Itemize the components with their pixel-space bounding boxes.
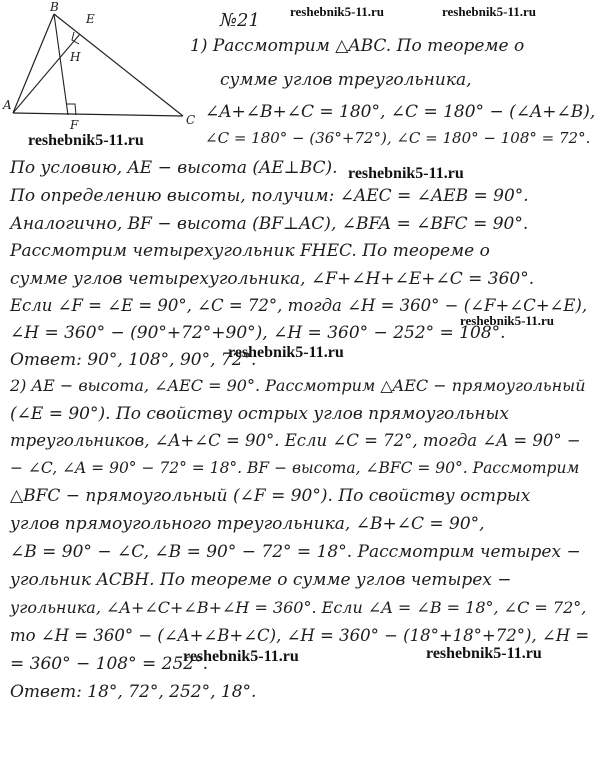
text-line: По условию, AE − высота (AE⊥BC). — [10, 158, 338, 178]
text-line: треугольников, ∠A+∠C = 90°. Если ∠C = 72°, тогда ∠A = 90° − — [10, 431, 581, 450]
right-angle-mark-f — [67, 104, 76, 115]
answer-1: Ответ: 90°, 108°, 90°, 72°. — [10, 350, 257, 370]
side-ac — [13, 113, 183, 116]
watermark: reshebnik5-11.ru — [426, 645, 542, 662]
watermark: reshebnik5-11.ru — [442, 4, 537, 19]
watermark: reshebnik5-11.ru — [183, 648, 299, 665]
text-line: угольник ACBH. По теореме о сумме углов четырех − — [10, 570, 512, 590]
text-line: ∠C = 180° − (36°+72°), ∠C = 180° − 108° = 72°. — [205, 129, 591, 147]
label-e: E — [86, 12, 95, 26]
label-f: F — [70, 118, 79, 132]
text-line: углов прямоугольного треугольника, ∠B+∠C = 90°, — [10, 514, 485, 534]
watermark: reshebnik5-11.ru — [460, 313, 555, 328]
watermark: reshebnik5-11.ru — [28, 132, 144, 149]
watermark: reshebnik5-11.ru — [348, 165, 464, 182]
text-line: 1) Рассмотрим △ABC. По теореме о — [190, 36, 525, 56]
text-line: ∠H = 360° − (90°+72°+90°), ∠H = 360° − 252° = 108°. — [10, 323, 506, 343]
text-line: то ∠H = 360° − (∠A+∠B+∠C), ∠H = 360° − (18°+18°+72°), ∠H = — [10, 626, 590, 645]
label-b: B — [50, 0, 59, 14]
text-line: угольника, ∠A+∠C+∠B+∠H = 360°. Если ∠A = ∠B = 18°, ∠C = 72°, — [10, 598, 587, 617]
triangle-figure — [0, 0, 200, 135]
watermark: reshebnik5-11.ru — [228, 344, 344, 361]
problem-number: №21 — [220, 10, 260, 31]
label-a: A — [3, 98, 12, 112]
label-h: H — [70, 50, 81, 64]
side-ab — [13, 14, 54, 113]
text-line: По определению высоты, получим: ∠AEC = ∠AEB = 90°. — [10, 186, 529, 206]
text-line: Аналогично, BF − высота (BF⊥AC), ∠BFA = ∠BFC = 90°. — [10, 214, 529, 234]
text-line: Рассмотрим четырехугольник FHEC. По теореме о — [10, 241, 490, 261]
text-line: сумме углов треугольника, — [220, 70, 472, 90]
text-line: (∠E = 90°). По свойству острых углов прямоугольных — [10, 404, 509, 424]
text-line: сумме углов четырехугольника, ∠F+∠H+∠E+∠C = 360°. — [10, 269, 535, 289]
altitude-bf — [54, 14, 68, 115]
text-line: ∠B = 90° − ∠C, ∠B = 90° − 72° = 18°. Рассмотрим четырех − — [10, 542, 581, 562]
text-line: ∠A+∠B+∠C = 180°, ∠C = 180° − (∠A+∠B), — [205, 102, 596, 122]
label-c: C — [186, 113, 196, 127]
text-line: 2) AE − высота, ∠AEC = 90°. Рассмотрим △AEC − прямоугольный — [10, 376, 586, 395]
text-line: △BFC − прямоугольный (∠F = 90°). По свойству острых — [10, 486, 531, 506]
text-line: − ∠C, ∠A = 90° − 72° = 18°. BF − высота, ∠BFC = 90°. Рассмотрим — [10, 459, 580, 477]
text-line: = 360° − 108° = 252°. — [10, 654, 208, 674]
text-line: Если ∠F = ∠E = 90°, ∠C = 72°, тогда ∠H = 360° − (∠F+∠C+∠E), — [10, 296, 588, 315]
answer-2: Ответ: 18°, 72°, 252°, 18°. — [10, 682, 257, 702]
side-bc — [54, 14, 183, 116]
watermark: reshebnik5-11.ru — [290, 4, 385, 19]
altitude-ae — [13, 34, 80, 113]
